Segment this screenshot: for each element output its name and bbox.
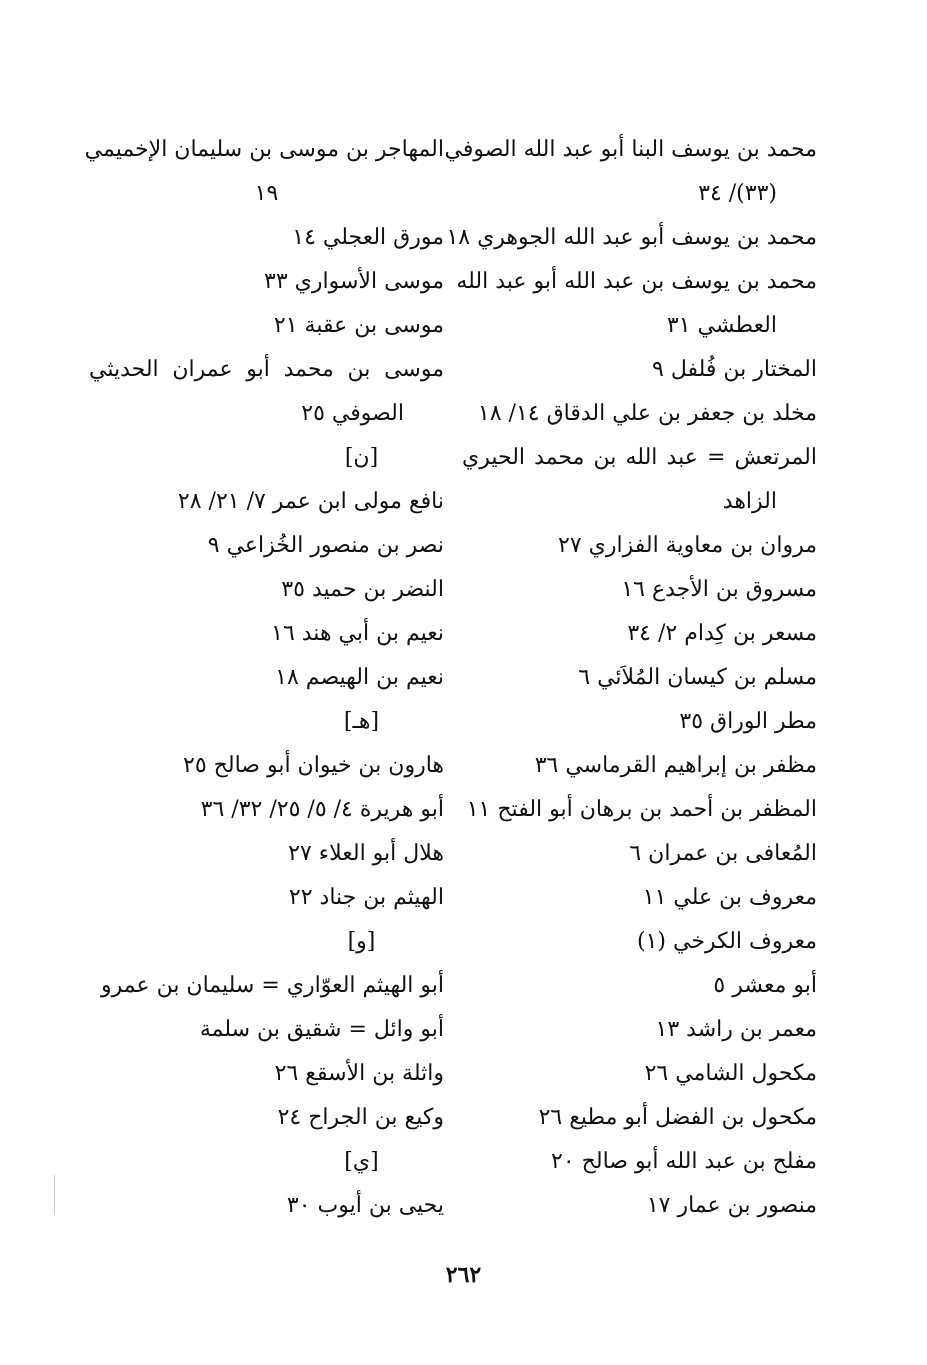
index-entry-line: مطر الوراق ٣٥ [679,709,817,734]
index-entry-line: واثلة بن الأسقع ٢٦ [274,1061,444,1086]
index-entry-line: موسى بن عقبة ٢١ [273,313,444,338]
index-column-left [84,128,444,1228]
index-entry-line: نافع مولى ابن عمر ٧/ ٢١/ ٢٨ [177,489,444,514]
index-entry-line: المظفر بن أحمد بن برهان أبو الفتح ١١ [466,797,817,822]
index-entry-line: أبو وائل = شقيق بن سلمة [199,1017,444,1042]
section-letter-heading: [ن] [344,445,379,470]
page-number: ٢٦٢ [445,1262,482,1288]
margin-line [54,1175,55,1215]
index-entry-line: مظفر بن إبراهيم القرماسي ٣٦ [534,753,817,778]
index-entry-line: ١٩ [254,181,279,206]
index-entry-line: موسى الأسواري ٣٣ [264,269,444,294]
index-entry-line: أبو هريرة ٤/ ٥/ ٢٥/ ٣٢/ ٣٦ [200,797,444,822]
index-entry-line: المختار بن فُلفل ٩ [652,357,817,382]
index-entry-line: محمد بن يوسف البنا أبو عبد الله الصوفي [444,137,817,162]
section-letter-heading: [ي] [344,1149,379,1174]
index-entry-line: أبو معشر ٥ [713,973,817,998]
index-entry-line: معروف الكرخي (١) [637,929,817,954]
index-entry-line: الهيثم بن جناد ٢٢ [288,885,444,910]
index-entry-line: المرتعش = عبد الله بن محمد الحيري [462,445,817,470]
index-entry-line: العطشي ٣١ [666,313,777,338]
index-entry-line: منصور بن عمار ١٧ [646,1193,817,1218]
index-entry-line: مفلح بن عبد الله أبو صالح ٢٠ [551,1149,817,1174]
index-entry-line: مورق العجلي ١٤ [292,225,444,250]
index-entry-line: محمد بن يوسف بن عبد الله أبو عبد الله [456,269,817,294]
index-entry-line: المُعافى بن عمران ٦ [629,841,817,866]
index-entry-line: وكيع بن الجراح ٢٤ [277,1105,444,1130]
index-entry-line: مسلم بن كيسان المُلاَئي ٦ [578,665,817,690]
index-entry-line: هارون بن خيوان أبو صالح ٢٥ [183,753,444,778]
index-entry-line: نعيم بن أبي هند ١٦ [271,621,444,646]
index-column-right [444,128,817,1228]
index-entry-line: مسروق بن الأجدع ١٦ [621,577,817,602]
index-entry-line: محمد بن يوسف أبو عبد الله الجوهري ١٨ [446,225,817,250]
index-entry-line: المهاجر بن موسى بن سليمان الإخميمي [84,137,444,162]
index-entry-line: الزاهد [722,489,777,514]
index-entry-line: (٣٣)/ ٣٤ [698,181,777,206]
index-entry-line: مخلد بن جعفر بن علي الدقاق ١٤/ ١٨ [477,401,817,426]
index-entry-line: معمر بن راشد ١٣ [655,1017,817,1042]
index-entry-line: يحيى بن أيوب ٣٠ [286,1193,444,1218]
index-entry-line: نعيم بن الهيصم ١٨ [275,665,444,690]
section-letter-heading: [و] [347,929,376,954]
index-entry-line: مكحول بن الفضل أبو مطيع ٢٦ [538,1105,817,1130]
section-letter-heading: [هـ] [343,709,380,734]
index-entry-line: أبو الهيثم العوّاري = سليمان بن عمرو [100,973,444,998]
index-entry-line: نصر بن منصور الخُزاعي ٩ [207,533,444,558]
index-entry-line: موسى بن محمد أبو عمران الحديثي [89,357,444,382]
index-entry-line: النضر بن حميد ٣٥ [281,577,444,602]
index-entry-line: مسعر بن كِدام ٢/ ٣٤ [627,621,817,646]
index-entry-line: مروان بن معاوية الفزاري ٢٧ [558,533,817,558]
index-entry-line: مكحول الشامي ٢٦ [644,1061,817,1086]
index-entry-line: معروف بن علي ١١ [642,885,817,910]
index-entry-line: هلال أبو العلاء ٢٧ [288,841,444,866]
index-entry-line: الصوفي ٢٥ [301,401,404,426]
